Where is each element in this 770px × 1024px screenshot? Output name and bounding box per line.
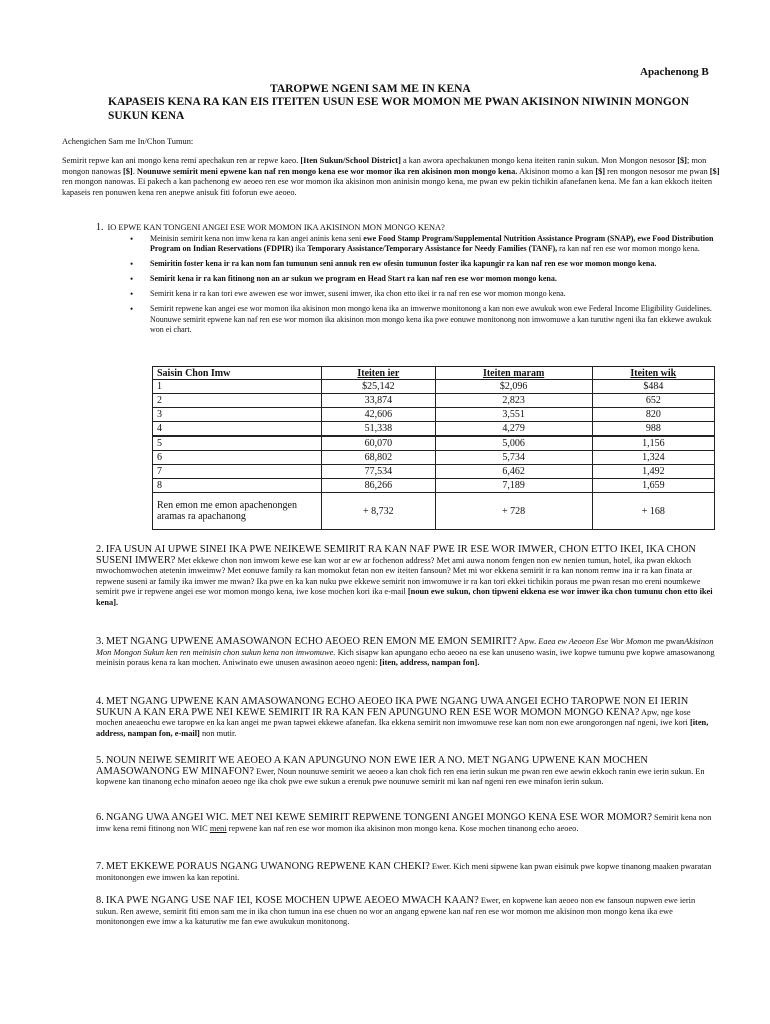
table-cell: + 8,732 xyxy=(322,493,436,530)
question-2: 2. IFA USUN AI UPWE SINEI IKA PWE NEIKEWE SEMIRIT RA KAN NAF PWE IR ESE WOR IMWER, CHON ETTO IKEI, IKA CHON SUSENI IMWER? Met ekkewe chon non imwom kewe ese kan wor ar ew ar fochenon address? Met ami auwa nonom fengen non ew nenien tumun, hotel, ika pwan ekkoch mwochomwochen atetenin imweimw? Met eonuwe family ra kan momokut fetan non ew iteiten fansoun? Met mi wor ekkena semirit ir ra kan nonom remw ina ir ra kan finata ar repwene suseni ar family ika imwer me mwan? Ika pwe en ka kan nuku pwe ekkewe semirit non imwomuwe ir ra kan tori ekkei tichikin poraus me pwan resan mo ereni noumkewe semirit pwe ir repwene angei ese wor momon mongo kena, iwe kose mochen kori ika e-mail [noun ewe sukun, chon tipweni ekkena ese wor imwer ika chon tumunu chon etto ikei kena]. xyxy=(96,544,713,607)
table-cell: + 728 xyxy=(435,493,592,530)
question-7: 7. MET EKKEWE PORAUS NGANG UWANONG REPWENE KAN CHEKI? Ewer. Kich meni sipwene kan pwan eisinuk pwe kopwe tinanong maaken pwaratan monitonongen ewe imwen ka kan repotini. xyxy=(96,861,712,882)
table-cell: 3 xyxy=(153,408,322,422)
table-header-row xyxy=(153,367,715,380)
table-row xyxy=(153,451,715,465)
table-cell: 6,462 xyxy=(435,465,592,479)
table-cell: 1,492 xyxy=(592,465,714,479)
table-cell: $25,142 xyxy=(322,380,436,394)
col-header-household-size: Saisin Chon Imw xyxy=(153,367,322,380)
list-item: • Meinisin semirit kena non imw kena ra kan angei aninis kena seni ewe Food Stamp Program/Supplemental Nutrition Assistance Program (SNAP), ewe Food Distribution Program on Indian Reservations (FDPIR) ika Temporary Assistance/Temporary Assistance for Needy Families (TANF), ra kan naf ren ese wor momon mongo kena. xyxy=(150,234,716,255)
table-cell: 2 xyxy=(153,394,322,408)
table-cell: Ren emon me emon apachenongen aramas ra apachanong xyxy=(153,493,322,530)
col-header-monthly: Iteiten maram xyxy=(435,367,592,380)
table-cell: 86,266 xyxy=(322,479,436,493)
table-row xyxy=(153,465,715,479)
table-row xyxy=(153,436,715,451)
table-cell: 988 xyxy=(592,422,714,437)
col-header-yearly: Iteiten ier xyxy=(322,367,436,380)
table-row xyxy=(153,394,715,408)
question-1: 1. IO EPWE KAN TONGENI ANGEI ESE WOR MOMON IKA AKISINON MON MONGO KENA? xyxy=(96,222,445,233)
table-cell: 1 xyxy=(153,380,322,394)
table-cell: 2,823 xyxy=(435,394,592,408)
table-cell: 6 xyxy=(153,451,322,465)
letter-title: TAROPWE NGENI SAM ME IN KENA xyxy=(270,83,471,95)
income-eligibility-table xyxy=(152,366,715,530)
table-cell: 4,279 xyxy=(435,422,592,437)
table-cell: $484 xyxy=(592,380,714,394)
list-item: • Semiritin foster kena ir ra kan nom fan tumunun seni annuk ren ew ofesin tumunun foster ika kapungir ra kan naf ren ese wor momon mongo kena. xyxy=(150,259,716,269)
table-cell: 51,338 xyxy=(322,422,436,437)
table-cell: 4 xyxy=(153,422,322,437)
table-cell: 820 xyxy=(592,408,714,422)
table-row xyxy=(153,408,715,422)
list-item: • Semirit kena ir ra kan fitinong non an ar sukun we program en Head Start ra kan naf ren ese wor momon mongo kena. xyxy=(150,274,716,284)
table-cell: 5,734 xyxy=(435,451,592,465)
table-cell: 5,006 xyxy=(435,436,592,451)
question-3: 3. MET NGANG UPWENE AMASOWANON ECHO AEOEO REN EMON ME EMON SEMIRIT? Apw. Eaea ew Aeoeon Ese Wor Momon me pwanAkisinon Mon Mongon Sukun ken ren meinisin chon sukun kena non imwomuwe. Kich sisapw kan apungano echo aeoeo na ese kan unuseno wasin, iwe kopwe tumunu pwe kopwe amasowanong meinisin poraus kena ra kan mochen. Aniwinato ewe unusen awasinon aeoeo ngeni: [iten, address, nampan fon]. xyxy=(96,636,715,668)
table-cell: 77,534 xyxy=(322,465,436,479)
table-cell: 7 xyxy=(153,465,322,479)
table-cell: 1,659 xyxy=(592,479,714,493)
table-row xyxy=(153,479,715,493)
salutation: Achengichen Sam me In/Chon Tumun: xyxy=(62,137,194,146)
list-item: • Semirit kena ir ra kan tori ewe awewen ese wor imwer, suseni imwer, ika chon etto ikei ir ra naf ren ese wor momon mongo kena. xyxy=(150,289,716,299)
intro-paragraph: Semirit repwe kan ani mongo kena remi apechakun ren ar repwe kaeo. [Iten Sukun/School District] a kan awora apechakunen mongo kena iteiten ranin sukun. Mon Mongon nesosor [$]; mon mongon nanowas [$]. Nounuwe semirit meni epwene kan naf ren mongo kena ese wor momor ika ren akisinon mon mongo kena. Akisinon momo a kan [$] ren mongon nesosor me pwan [$] ren mongon nanowas. Ei pakech a kan pachenong ew aeoeo ren ese wor momon ika akisinon mon aninisin mongo kena, me pwan ew pekin tichikin afanefanen kena. Me fan a kan ekkoch iteiten kapaseis ren ponuwen kena ren anepwe anisuk fiti foforun ewe aeoeo. xyxy=(62,156,720,197)
table-cell: 1,324 xyxy=(592,451,714,465)
table-cell: 1,156 xyxy=(592,436,714,451)
question-8: 8. IKA PWE NGANG USE NAF IEI, KOSE MOCHEN UPWE AEOEO MWACH KAAN? Ewer, en kopwene kan aeoeo non ew fansoun nupwen ewe ierin sukun. Ren awewe, semirit fiti emon sam me in ika chon tumun ina ese chuen no wor an angang epwene kan naf ren ese wor momon me akisinon mon mongo kena ika ewe monitonongen ewe imw a ka katurutiw me fan ewe awukukun monitonong. xyxy=(96,895,696,927)
table-row xyxy=(153,493,715,530)
list-item: • Semirit repwene kan angei ese wor momon ika akisinon mon mongo kena ika an imwerwe monitonong a kan non ewe awukuk won ewe Federal Income Eligibility Guidelines. Nounuwe semirit epwene kan naf ren ese wor momon ika akisinon mon mongo kena ika pwe eonuwe monitonong non imwomuwe a kan turutiw ngeni ika fan ekkewe awukuk won ei chart. xyxy=(150,304,716,335)
table-cell: 8 xyxy=(153,479,322,493)
question-5: 5. NOUN NEIWE SEMIRIT WE AEOEO A KAN APUNGUNO NON EWE IER A NO. MET NGANG UPWENE KAN MOCHEN AMASOWANONG EW MINAFON? Ewer, Noun nounuwe semirit we aeoeo a kan chok fich ren ena ierin sukun me pwan ren ewe aewin ekkoch ranin ewe ierin sukun. En kopwene kan tinanong echo minafon aeoeo nge ika chok pwe ewe sukun a erenuk pwe nounuwe semirit mi kan naf ngeni ren ewe minafon ierin sukun. xyxy=(96,755,705,787)
table-cell: 5 xyxy=(153,436,322,451)
table-cell: 60,070 xyxy=(322,436,436,451)
table-cell: 33,874 xyxy=(322,394,436,408)
appendix-label: Apachenong B xyxy=(640,66,709,78)
table-cell: $2,096 xyxy=(435,380,592,394)
table-cell: 3,551 xyxy=(435,408,592,422)
table-row xyxy=(153,422,715,437)
eligibility-list xyxy=(150,234,716,340)
question-6: 6. NGANG UWA ANGEI WIC. MET NEI KEWE SEMIRIT REPWENE TONGENI ANGEI MONGO KENA ESE WOR MOMOR? Semirit kena non imw kena remi fitinong non WIC meni repwene kan naf ren ese wor momon ika akisinon mon mongo kena. Kose mochen tinanong echo aeoeo. xyxy=(96,812,712,833)
table-cell: 652 xyxy=(592,394,714,408)
table-cell: + 168 xyxy=(592,493,714,530)
table-cell: 68,802 xyxy=(322,451,436,465)
table-cell: 7,189 xyxy=(435,479,592,493)
table-cell: 42,606 xyxy=(322,408,436,422)
table-row xyxy=(153,380,715,394)
letter-subtitle: KAPASEIS KENA RA KAN EIS ITEITEN USUN ESE WOR MOMON ME PWAN AKISINON NIWININ MONGON SUKUN KENA xyxy=(108,96,690,122)
col-header-weekly: Iteiten wik xyxy=(592,367,714,380)
question-4: 4. MET NGANG UPWENE KAN AMASOWANONG ECHO AEOEO IKA PWE NGANG UWA ANGEI ECHO TAROPWE NON EI IERIN SUKUN A KAN ERA PWE NEI KEWE SEMIRIT IR RA KAN FEN APUNGUNO REN ESE WOR MOMON MONGO KENA? Apw, nge kose mochen aneaeochu ewe taropwe en ka kan angei me pwan tapwei ekkewe afanefan. Ika ekkena semirit non imwomuwe rese kan nom non ewe arongorongen naf ngeni, iwe kori [iten, address, nampan fon, e-mail] non mutir. xyxy=(96,696,709,738)
